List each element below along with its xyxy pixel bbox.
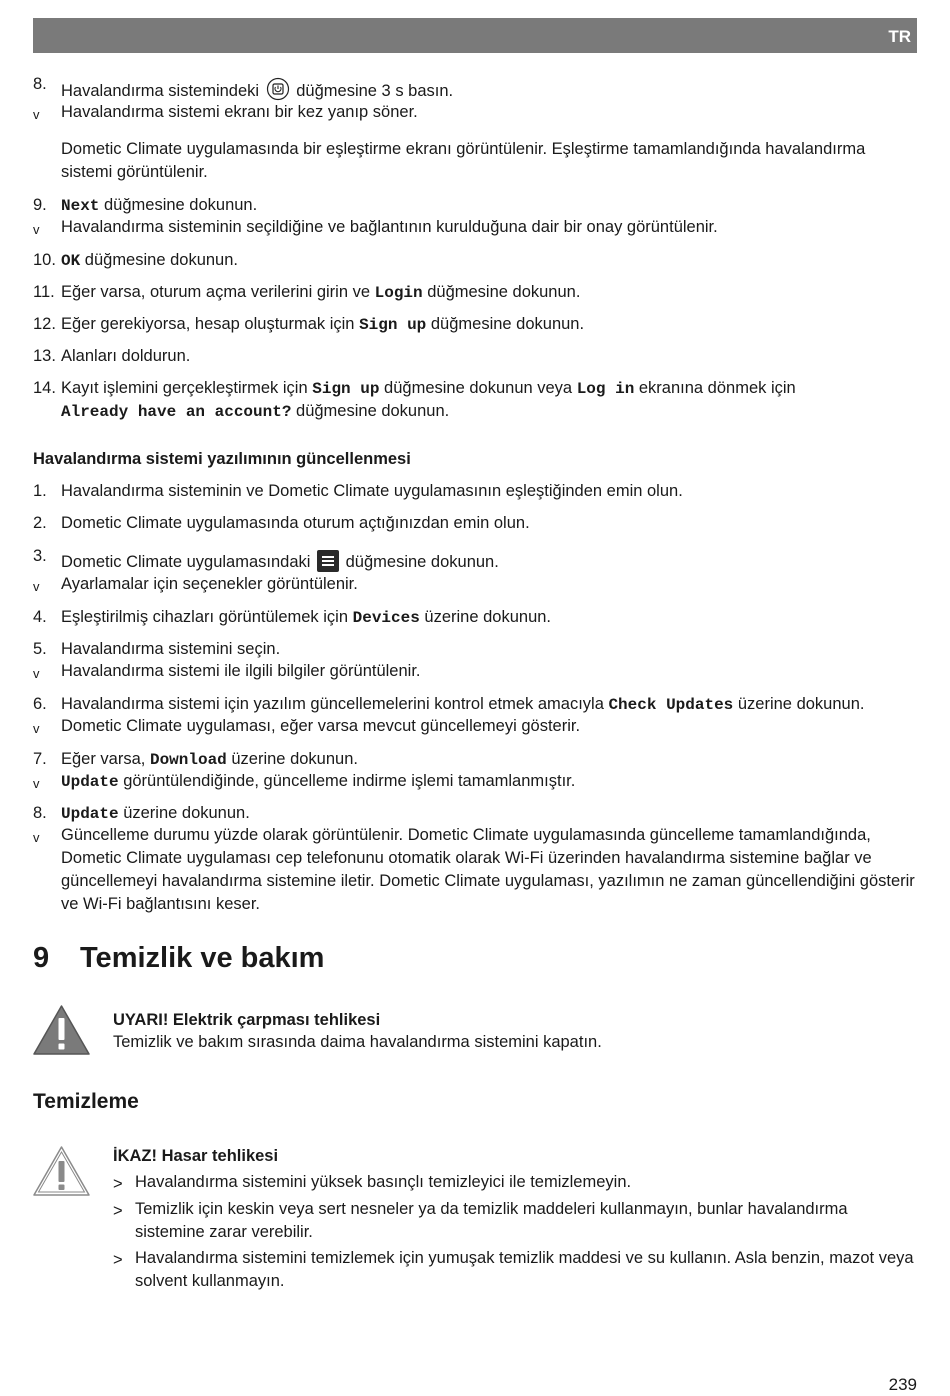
step-number: 4.	[33, 608, 47, 626]
step-number: 1.	[33, 482, 47, 500]
bullet-marker: >	[113, 1175, 123, 1193]
step-number: 3.	[33, 547, 47, 565]
step-text-continued: Already have an account? düğmesine dokunun.	[61, 402, 450, 421]
step-number: 7.	[33, 750, 47, 768]
result-marker: v	[33, 579, 40, 594]
chapter-heading	[33, 940, 324, 976]
step-text: Eğer gerekiyorsa, hesap oluşturmak için Sign up düğmesine dokunun.	[61, 315, 585, 334]
step-number: 13.	[33, 347, 56, 365]
warning-text: Temizlik ve bakım sırasında daima havalandırma sistemini kapatın.	[113, 1033, 602, 1051]
step-text: Havalandırma sisteminin ve Dometic Climate uygulamasının eşleştiğinden emin olun.	[61, 482, 683, 500]
bullet-marker: >	[113, 1251, 123, 1269]
step-text: Havalandırma sistemi için yazılım güncellemelerini kontrol etmek amacıyla Check Updates üzerine dokunun.	[61, 695, 865, 714]
step-text: Dometic Climate uygulamasındaki düğmesine dokunun.	[61, 550, 917, 574]
paragraph: Dometic Climate uygulamasında bir eşleştirme ekranı görüntülenir. Eşleştirme tamamlandığında havalandırma sistemi görüntülenir.	[61, 140, 866, 181]
step-text: Kayıt işlemini gerçekleştirmek için Sign up düğmesine dokunun veya Log in ekranına dönmek için	[61, 379, 796, 398]
menu-icon	[317, 550, 339, 572]
step-number: 9.	[33, 196, 47, 214]
caution-triangle-icon	[32, 1145, 91, 1197]
step-text: Havalandırma sistemini seçin.	[61, 640, 281, 658]
step-number: 2.	[33, 514, 47, 532]
result-text: Havalandırma sistemi ekranı bir kez yanıp söner.	[61, 103, 418, 121]
step-number: 5.	[33, 640, 47, 658]
result-marker: v	[33, 776, 40, 791]
step-text: Dometic Climate uygulamasında oturum açtığınızdan emin olun.	[61, 514, 530, 532]
step-text: Update üzerine dokunun.	[61, 804, 250, 823]
result-text: Güncelleme durumu yüzde olarak görüntülenir. Dometic Climate uygulamasında güncelleme tamamlandığında, Dometic Climate uygulaması cep telefonunu otomatik olarak Wi-Fi üzerinden havalandırma sistemine bağlar ve güncellemeyi havalandırma sistemine iletir. Dometic Climate uygulaması, yazılımın ne zaman güncellendiğini gösterir ve Wi-Fi bağlantısını keser.	[61, 826, 915, 913]
result-text: Update görüntülendiğinde, güncelleme indirme işlemi tamamlanmıştır.	[61, 772, 576, 791]
result-marker: v	[33, 830, 40, 845]
step-number: 6.	[33, 695, 47, 713]
header-bar	[33, 18, 917, 53]
bullet-marker: >	[113, 1202, 123, 1220]
result-marker: v	[33, 721, 40, 736]
chapter-title: Temizlik ve bakım	[80, 942, 325, 974]
result-text: Dometic Climate uygulaması, eğer varsa mevcut güncellemeyi gösterir.	[61, 717, 581, 735]
result-marker: v	[33, 222, 40, 237]
result-marker: v	[33, 107, 40, 122]
chapter-number: 9	[33, 942, 50, 974]
caution-title: İKAZ! Hasar tehlikesi	[113, 1147, 279, 1165]
language-label: TR	[888, 27, 911, 46]
step-text: Alanları doldurun.	[61, 347, 191, 365]
step-text: Eğer varsa, Download üzerine dokunun.	[61, 750, 358, 769]
step-number: 8.	[33, 804, 47, 822]
section-heading: Temizleme	[33, 1090, 139, 1113]
step-text: Eşleştirilmiş cihazları görüntülemek için Devices üzerine dokunun.	[61, 608, 552, 627]
step-number: 11.	[33, 283, 55, 301]
step-text: Havalandırma sistemindeki düğmesine 3 s basın.	[61, 77, 917, 103]
step-number: 14.	[33, 379, 56, 397]
step-text: Eğer varsa, oturum açma verilerini girin ve Login düğmesine dokunun.	[61, 283, 581, 302]
warning-triangle-icon	[32, 1004, 91, 1056]
caution-item: Havalandırma sistemini temizlemek için yumuşak temizlik maddesi ve su kullanın. Asla benzin, mazot veya solvent kullanmayın.	[135, 1249, 914, 1290]
step-number: 10.	[33, 251, 56, 269]
result-text: Ayarlamalar için seçenekler görüntülenir.	[61, 575, 358, 593]
step-text: OK düğmesine dokunun.	[61, 251, 238, 270]
warning-title: UYARI! Elektrik çarpması tehlikesi	[113, 1011, 381, 1029]
step-number: 8.	[33, 75, 47, 93]
result-text: Havalandırma sisteminin seçildiğine ve bağlantının kurulduğuna dair bir onay görüntülenir.	[61, 218, 718, 236]
caution-item: Temizlik için keskin veya sert nesneler ya da temizlik maddeleri kullanmayın, bunlar havalandırma sistemine zarar verebilir.	[135, 1200, 848, 1241]
step-number: 12.	[33, 315, 56, 333]
result-text: Havalandırma sistemi ile ilgili bilgiler görüntülenir.	[61, 662, 421, 680]
subheading: Havalandırma sistemi yazılımının güncellenmesi	[33, 450, 411, 468]
caution-item: Havalandırma sistemini yüksek basınçlı temizleyici ile temizlemeyin.	[135, 1173, 632, 1191]
step-text: Next düğmesine dokunun.	[61, 196, 258, 215]
page-number: 239	[888, 1375, 917, 1394]
power-button-icon	[266, 77, 290, 101]
result-marker: v	[33, 666, 40, 681]
